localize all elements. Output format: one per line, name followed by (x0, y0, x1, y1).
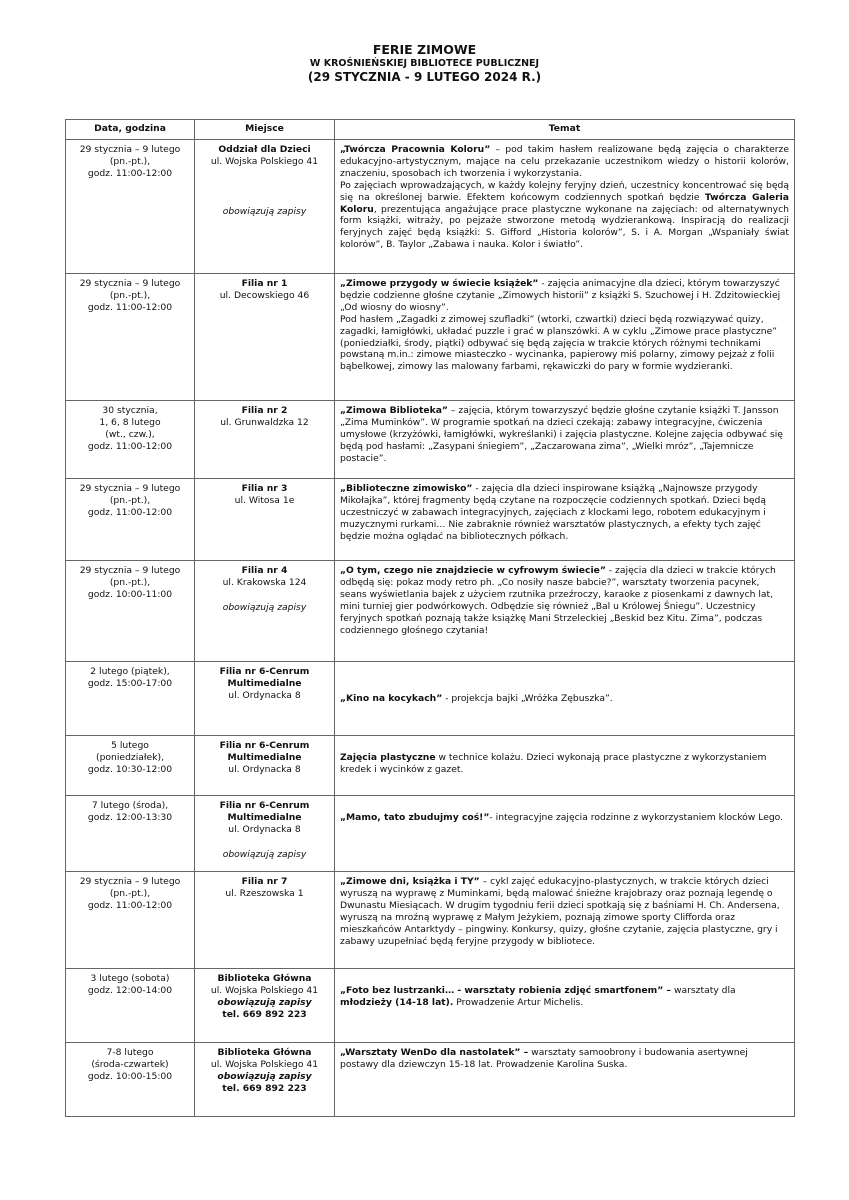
place-address: ul. Ordynacka 8 (228, 689, 301, 701)
place-cell (195, 736, 335, 796)
place-name: Oddział dla Dzieci (218, 144, 311, 155)
date-cell: 3 lutego (sobota) godz. 12:00-14:00 (66, 969, 195, 1043)
signup-note: obowiązują zapisy (222, 848, 307, 860)
schedule-table (65, 119, 795, 1117)
document-title: FERIE ZIMOWE (372, 42, 477, 57)
date-cell: 29 stycznia – 9 lutego (pn.-pt.), godz. 10:00-11:00 (66, 561, 195, 662)
signup-note: obowiązują zapisy (217, 996, 312, 1008)
place-name: Biblioteka Główna (217, 1047, 312, 1058)
place-address: ul. Witosa 1e (234, 494, 295, 506)
date-cell: 29 stycznia – 9 lutego (pn.-pt.), godz. 11:00-12:00 (66, 479, 195, 561)
place-cell (195, 561, 335, 662)
place-cell (195, 872, 335, 969)
topic-cell: „Zimowe dni, książka i TY” – cykl zajęć edukacyjno-plastycznych, w trakcie których dzieci wyruszą na wyprawę z Muminkami, będą malować śnieżne krajobrazy oraz poznają legendę o Dwunastu Miesiącach. W drugim tygodniu ferii dzieci spotkają się z baśniami H. Ch. Andersena, wyruszą na mroźną wyprawę z Małym Jeżykiem, poznają zimowe sporty Clifforda oraz mieszkańców Antarktydy – pingwiny. Konkursy, quizy, głośne czytanie, zajęcia plastyczne, gry i zabawy uzupełniać będą feryjne przygody w bibliotece. (335, 872, 795, 969)
column-header-date: Data, godzina (66, 120, 195, 140)
signup-note: obowiązują zapisy (217, 1070, 312, 1082)
date-cell: 29 stycznia – 9 lutego (pn.-pt.), godz. 11:00-12:00 (66, 872, 195, 969)
place-name: Filia nr 3 (241, 483, 288, 494)
place-address: ul. Ordynacka 8 (228, 823, 301, 835)
table-row (66, 561, 795, 662)
place-address: ul. Ordynacka 8 (228, 763, 301, 775)
date-cell: 7 lutego (środa), godz. 12:00-13:30 (66, 796, 195, 872)
place-cell (195, 140, 335, 274)
table-row (66, 736, 795, 796)
table-row (66, 1043, 795, 1117)
signup-note: obowiązują zapisy (222, 601, 307, 613)
place-cell (195, 1043, 335, 1117)
place-cell (195, 796, 335, 872)
date-cell: 5 lutego (poniedziałek), godz. 10:30-12:00 (66, 736, 195, 796)
table-header-row (66, 120, 795, 140)
place-cell (195, 662, 335, 736)
date-cell: 29 stycznia – 9 lutego (pn.-pt.), godz. 11:00-12:00 (66, 274, 195, 401)
topic-cell: „Zimowa Biblioteka” – zajęcia, którym towarzyszyć będzie głośne czytanie książki T. Jansson „Zima Muminków”. W programie spotkań na dzieci czekają: zabawy integracyjne, ćwiczenia umysłowe (krzyżówki, łamigłówki, wykreślanki) i zajęcia plastyczne. Kolejne zajęcia odbywać się będą pod hasłami: „Zasypani śniegiem”, „Zaczarowana zima”, „Wielki mróz”, „Tajemnicze postacie”. (335, 401, 795, 479)
place-name: Filia nr 1 (241, 278, 288, 289)
signup-note: obowiązują zapisy (222, 205, 307, 217)
date-cell: 30 stycznia, 1, 6, 8 lutego (wt., czw.), godz. 11:00-12:00 (66, 401, 195, 479)
table-row (66, 872, 795, 969)
topic-cell: „Foto bez lustrzanki… - warsztaty robienia zdjęć smartfonem” – warsztaty dla młodzieży (14-18 lat). Prowadzenie Artur Michelis. (335, 969, 795, 1043)
topic-cell: „Mamo, tato zbudujmy coś!”- integracyjne zajęcia rodzinne z wykorzystaniem klocków Lego. (335, 796, 795, 872)
phone-number: tel. 669 892 223 (222, 1008, 307, 1020)
topic-cell: „Warsztaty WenDo dla nastolatek” – warsztaty samoobrony i budowania asertywnej postawy dla dziewczyn 15-18 lat. Prowadzenie Karolina Suska. (335, 1043, 795, 1117)
place-address: ul. Rzeszowska 1 (225, 887, 304, 899)
topic-cell: „Zimowe przygody w świecie książek” - zajęcia animacyjne dla dzieci, którym towarzyszyć będzie codzienne głośne czytanie „Zimowych historii” z książki S. Szuchowej i H. Zdzitowieckiej „Od wiosny do wiosny”. Pod hasłem „Zagadki z zimowej szufladki” (wtorki, czwartki) dzieci będą rozwiązywać quizy, zagadki, łamigłówki, układać puzzle i grać w planszówki. A w cyklu „Zimowe prace plastyczne” (poniedziałki, środy, piątki) odbywać się będą zajęcia w trakcie których różnymi technikami powstaną m.in.: zimowe miasteczko - wycinanka, papierowy miś polarny, zimowy pejzaż z folii bąbelkowej, zimowy las malowany farbami, rękawiczki do pary w formie wydzieranki. (335, 274, 795, 401)
place-name: Biblioteka Główna (217, 973, 312, 984)
topic-cell: Zajęcia plastyczne w technice kolażu. Dzieci wykonają prace plastyczne z wykorzystaniem kredek i wycinków z gazet. (335, 736, 795, 796)
table-row (66, 479, 795, 561)
place-address: ul. Wojska Polskiego 41 (210, 155, 319, 167)
document-dates: (29 STYCZNIA - 9 LUTEGO 2024 R.) (307, 70, 542, 84)
date-cell: 7-8 lutego (środa-czwartek) godz. 10:00-15:00 (66, 1043, 195, 1117)
place-name: Filia nr 6-Cenrum Multimedialne (219, 740, 310, 763)
table-row (66, 662, 795, 736)
place-address: ul. Wojska Polskiego 41 (210, 984, 319, 996)
topic-cell: „Twórcza Pracownia Koloru” – pod takim hasłem realizowane będą zajęcia o charakterze edukacyjno-artystycznym, mające na celu przekazanie uczestnikom wiedzy o historii kolorów, znaczeniu, sposobach ich tworzenia i wykorzystania. Po zajęciach wprowadzających, w każdy kolejny feryjny dzień, uczestnicy koncentrować się będą się na określonej barwie. Efektem końcowym codziennych spotkań będzie Twórcza Galeria Koloru, prezentująca angażujące prace plastyczne wykonane na zajęciach: od alternatywnych form książki, witraży, po pejzaże stworzone metodą wydzierankową. Inspiracją do realizacji feryjnych zajęć będą książki: S. Gifford „Historia kolorów”, S. i A. Morgan „Wspaniały świat kolorów”, B. Taylor „Zabawa i nauka. Kolor i światło”. (335, 140, 795, 274)
column-header-place: Miejsce (195, 120, 335, 140)
place-address: ul. Decowskiego 46 (219, 289, 310, 301)
place-name: Filia nr 7 (241, 876, 288, 887)
table-row (66, 796, 795, 872)
date-cell: 2 lutego (piątek), godz. 15:00-17:00 (66, 662, 195, 736)
place-cell (195, 479, 335, 561)
place-cell (195, 274, 335, 401)
topic-cell: „O tym, czego nie znajdziecie w cyfrowym świecie” - zajęcia dla dzieci w trakcie których odbędą się: pokaz mody retro ph. „Co nosiły nasze babcie?”, warsztaty tworzenia pacynek, seans wyświetlania bajek z użyciem rzutnika przeźroczy, karaoke z piosenkami z dawnych lat, mini turniej gier podwórkowych. Odbędzie się również „Bal u Królowej Śniegu”. Uczestnicy feryjnych spotkań poznają także książkę Mani Strzeleckiej „Beskid bez Kitu. Zima”, podczas codziennego głośnego czytania! (335, 561, 795, 662)
place-name: Filia nr 2 (241, 405, 288, 416)
place-cell (195, 401, 335, 479)
phone-number: tel. 669 892 223 (222, 1082, 307, 1094)
date-cell: 29 stycznia – 9 lutego (pn.-pt.), godz. 11:00-12:00 (66, 140, 195, 274)
document-subtitle: W KROŚNIEŃSKIEJ BIBLIOTECE PUBLICZNEJ (309, 58, 540, 69)
table-row (66, 140, 795, 274)
place-name: Filia nr 6-Cenrum Multimedialne (219, 800, 310, 823)
table-row (66, 274, 795, 401)
table-row (66, 401, 795, 479)
place-address: ul. Wojska Polskiego 41 (210, 1058, 319, 1070)
topic-cell: „Biblioteczne zimowisko” - zajęcia dla dzieci inspirowane książką „Najnowsze przygody Mikołajka”, której fragmenty będą czytane na rozpoczęcie codziennych spotkań. Dzieci będą uczestniczyć w zabawach integracyjnych, zajęciach z klockami lego, robotem edukacyjnym i muzycznymi rurkami… Nie zabraknie również warsztatów plastycznych, a efekty tych zajęć będzie można oglądać na bibliotecznych półkach. (335, 479, 795, 561)
table-row (66, 969, 795, 1043)
place-cell (195, 969, 335, 1043)
topic-cell: „Kino na kocykach” - projekcja bajki „Wróżka Zębuszka”. (335, 662, 795, 736)
column-header-topic: Temat (335, 120, 795, 140)
place-name: Filia nr 4 (241, 565, 288, 576)
place-address: ul. Krakowska 124 (222, 576, 307, 588)
place-address: ul. Grunwaldzka 12 (220, 416, 309, 428)
place-name: Filia nr 6-Cenrum Multimedialne (219, 666, 310, 689)
document-header (0, 42, 849, 85)
